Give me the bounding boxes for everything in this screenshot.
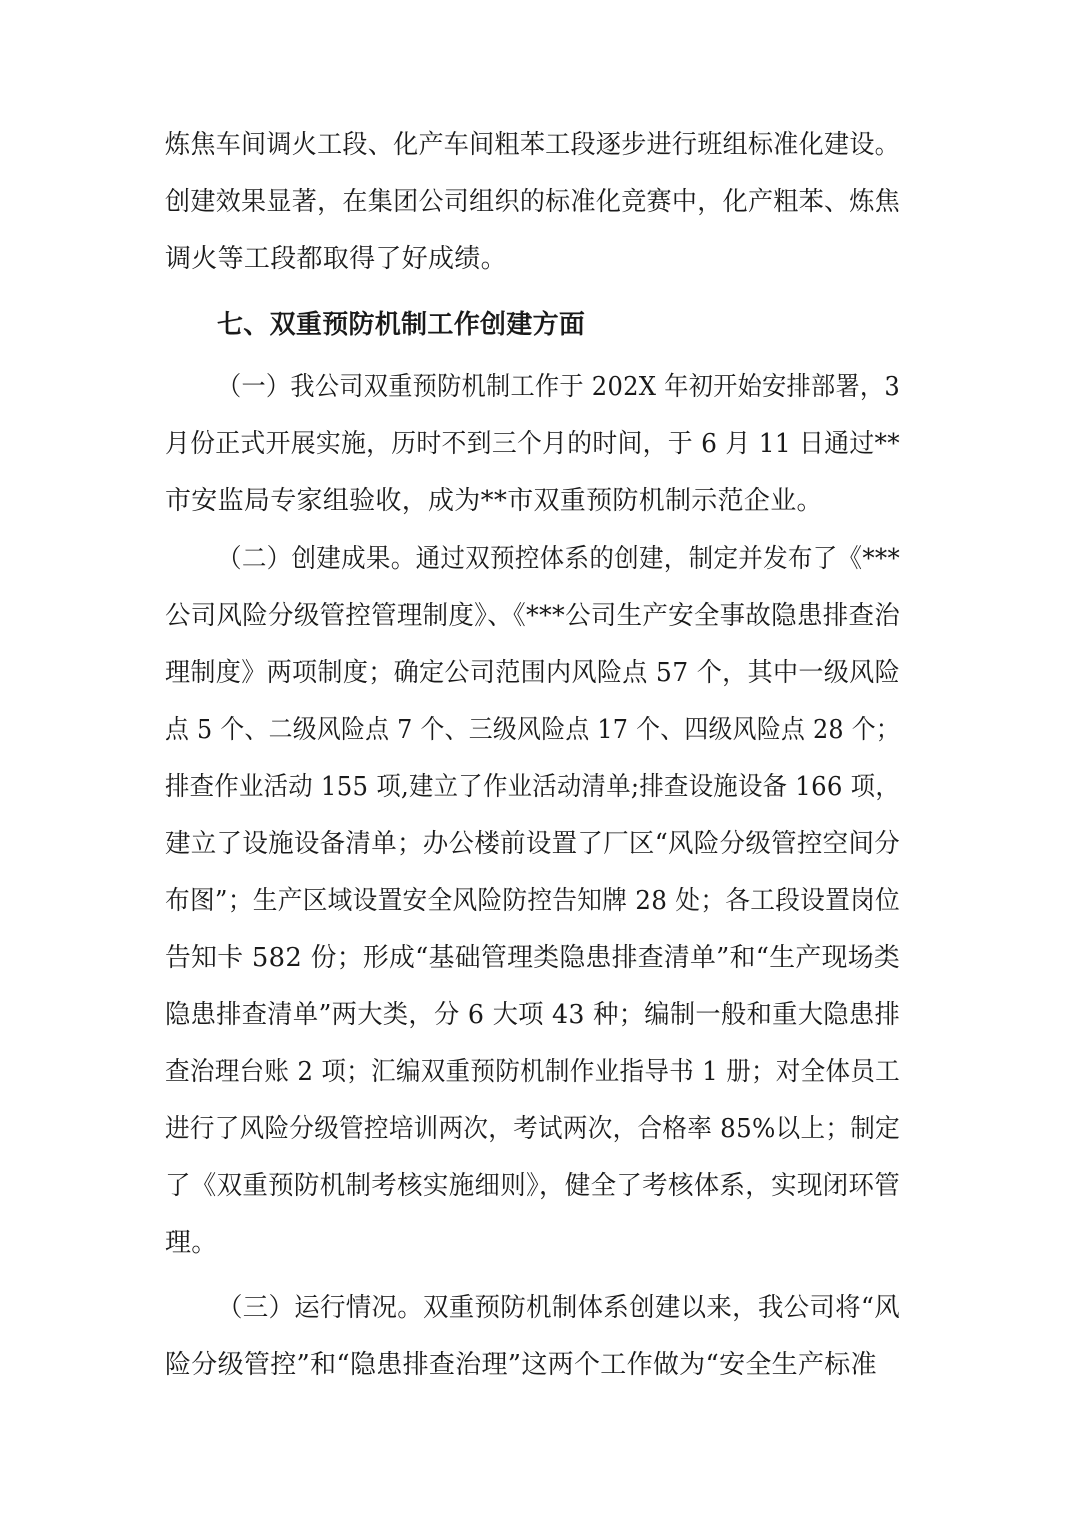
paragraph-3-line-4: 点 5 个、二级风险点 7 个、三级风险点 17 个、四级风险点 28 个； bbox=[165, 715, 901, 745]
paragraph-2-line-2: 月份正式开展实施，历时不到三个月的时间，于 6 月 11 日通过** bbox=[165, 429, 900, 459]
paragraph-3-line-11: 进行了风险分级管控培训两次，考试两次，合格率 85%以上；制定 bbox=[165, 1114, 900, 1144]
paragraph-3-line-6: 建立了设施设备清单；办公楼前设置了厂区“风险分级管控空间分 bbox=[165, 829, 900, 859]
section-heading: 七、双重预防机制工作创建方面 bbox=[217, 310, 586, 340]
paragraph-4-line-1: （三）运行情况。双重预防机制体系创建以来，我公司将“风 bbox=[217, 1293, 900, 1323]
paragraph-1-line-1: 炼焦车间调火工段、化产车间粗苯工段逐步进行班组标准化建设。 bbox=[165, 130, 901, 160]
paragraph-3-line-12: 了《双重预防机制考核实施细则》，健全了考核体系，实现闭环管 bbox=[165, 1171, 901, 1201]
paragraph-2-line-3: 市安监局专家组验收，成为**市双重预防机制示范企业。 bbox=[165, 486, 823, 516]
paragraph-3-line-9: 隐患排查清单”两大类，分 6 大项 43 种；编制一般和重大隐患排 bbox=[165, 1000, 901, 1030]
paragraph-3-line-10: 查治理台账 2 项；汇编双重预防机制作业指导书 1 册；对全体员工 bbox=[165, 1057, 901, 1087]
paragraph-3-line-7: 布图”；生产区域设置安全风险防控告知牌 28 处；各工段设置岗位 bbox=[165, 886, 901, 916]
paragraph-1-line-3: 调火等工段都取得了好成绩。 bbox=[165, 244, 507, 274]
paragraph-3-line-1: （二）创建成果。通过双预控体系的创建，制定并发布了《*** bbox=[217, 544, 901, 574]
paragraph-3-line-5: 排查作业活动 155 项,建立了作业活动清单;排查设施设备 166 项， bbox=[165, 772, 900, 802]
paragraph-3-line-13: 理。 bbox=[165, 1228, 218, 1258]
paragraph-3-line-8: 告知卡 582 份；形成“基础管理类隐患排查清单”和“生产现场类 bbox=[165, 943, 900, 973]
paragraph-2-line-1: （一）我公司双重预防机制工作于 202X 年初开始安排部署，3 bbox=[217, 372, 901, 402]
paragraph-3-line-3: 理制度》两项制度；确定公司范围内风险点 57 个，其中一级风险 bbox=[165, 658, 900, 688]
paragraph-4-line-2: 险分级管控”和“隐患排查治理”这两个工作做为“安全生产标准 bbox=[165, 1350, 877, 1380]
paragraph-3-line-2: 公司风险分级管控管理制度》、《***公司生产安全事故隐患排查治 bbox=[165, 601, 901, 631]
paragraph-1-line-2: 创建效果显著，在集团公司组织的标准化竞赛中，化产粗苯、炼焦 bbox=[165, 187, 901, 217]
